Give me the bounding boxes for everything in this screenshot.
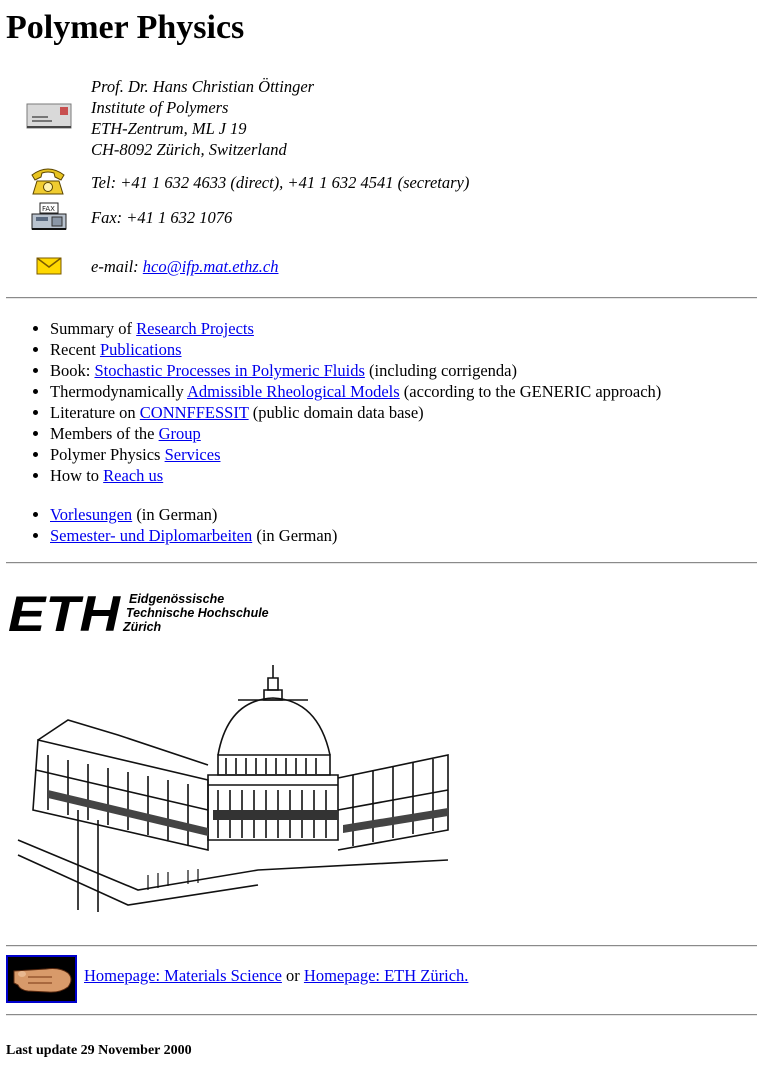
postal-address bbox=[91, 76, 314, 160]
eth-name-line: Technische Hochschule bbox=[126, 606, 269, 620]
item-prefix: Thermodynamically bbox=[50, 382, 188, 401]
list-item bbox=[50, 465, 661, 486]
main-links-list bbox=[0, 318, 661, 486]
envelope-icon bbox=[36, 257, 62, 275]
vorlesungen-link[interactable]: Vorlesungen bbox=[50, 505, 133, 524]
email-row bbox=[91, 256, 278, 277]
email-link[interactable]: hco@ifp.mat.ethz.ch bbox=[142, 257, 279, 276]
connffessit-link[interactable]: CONNFFESSIT bbox=[139, 403, 249, 422]
letter-icon bbox=[26, 103, 72, 129]
item-prefix: Summary of bbox=[50, 319, 137, 338]
item-suffix: (in German) bbox=[132, 505, 218, 524]
address-line: Prof. Dr. Hans Christian Öttinger bbox=[91, 77, 315, 96]
list-item bbox=[50, 381, 661, 402]
eth-name-line: Eidgenössische bbox=[129, 592, 225, 606]
german-links-list bbox=[0, 504, 337, 546]
address-line: Institute of Polymers bbox=[91, 98, 229, 117]
svg-text:FAX: FAX bbox=[42, 205, 55, 213]
group-link[interactable]: Group bbox=[158, 424, 201, 443]
list-item bbox=[50, 423, 661, 444]
item-suffix: (in German) bbox=[252, 526, 338, 545]
eth-name-line: Zürich bbox=[123, 620, 162, 634]
address-line: CH-8092 Zürich, Switzerland bbox=[91, 140, 287, 159]
telephone-numbers: Tel: +41 1 632 4633 (direct), +41 1 632 4541 (secretary) bbox=[91, 173, 470, 192]
list-item bbox=[50, 504, 337, 525]
divider bbox=[6, 945, 757, 947]
address-line: ETH-Zentrum, ML J 19 bbox=[91, 119, 247, 138]
list-item bbox=[50, 444, 661, 465]
divider bbox=[6, 1014, 757, 1016]
semester-diplomarbeiten-link[interactable]: Semester- und Diplomarbeiten bbox=[50, 526, 253, 545]
reach-us-link[interactable]: Reach us bbox=[103, 466, 164, 485]
pointing-hand-icon bbox=[6, 955, 77, 1003]
item-prefix: Recent bbox=[50, 340, 100, 359]
item-prefix: Polymer Physics bbox=[50, 445, 165, 464]
item-prefix: How to bbox=[50, 466, 104, 485]
list-item bbox=[50, 318, 661, 339]
telephone-icon bbox=[28, 165, 68, 197]
list-item bbox=[50, 402, 661, 423]
item-prefix: Book: bbox=[50, 361, 95, 380]
item-prefix: Literature on bbox=[50, 403, 140, 422]
book-link[interactable]: Stochastic Processes in Polymeric Fluids bbox=[94, 361, 365, 380]
eth-logo bbox=[8, 590, 308, 636]
publications-link[interactable]: Publications bbox=[99, 340, 182, 359]
last-update: Last update 29 November 2000 bbox=[6, 1043, 192, 1058]
divider bbox=[6, 297, 757, 299]
divider bbox=[6, 562, 757, 564]
eth-letters: ETH bbox=[8, 590, 121, 636]
research-projects-link[interactable]: Research Projects bbox=[136, 319, 254, 338]
eth-building-drawing bbox=[8, 660, 456, 916]
item-suffix: (according to the GENERIC approach) bbox=[399, 382, 662, 401]
eth-home-link[interactable]: Homepage: ETH Zürich. bbox=[303, 966, 469, 985]
list-item bbox=[50, 360, 661, 381]
materials-science-home-link[interactable]: Homepage: Materials Science bbox=[84, 966, 282, 985]
pointing-hand-graphic bbox=[8, 957, 75, 1001]
services-link[interactable]: Services bbox=[164, 445, 221, 464]
item-suffix: (including corrigenda) bbox=[364, 361, 517, 380]
list-item bbox=[50, 339, 661, 360]
fax-icon bbox=[30, 202, 68, 232]
item-suffix: (public domain data base) bbox=[248, 403, 424, 422]
rheological-models-link[interactable]: Admissible Rheological Models bbox=[187, 382, 400, 401]
email-label: e-mail: bbox=[91, 257, 143, 276]
item-prefix: Members of the bbox=[50, 424, 159, 443]
fax-number: Fax: +41 1 632 1076 bbox=[91, 208, 233, 227]
homepage-links bbox=[84, 965, 468, 987]
list-item bbox=[50, 525, 337, 546]
page-title: Polymer Physics bbox=[6, 9, 245, 46]
link-separator: or bbox=[281, 966, 304, 985]
